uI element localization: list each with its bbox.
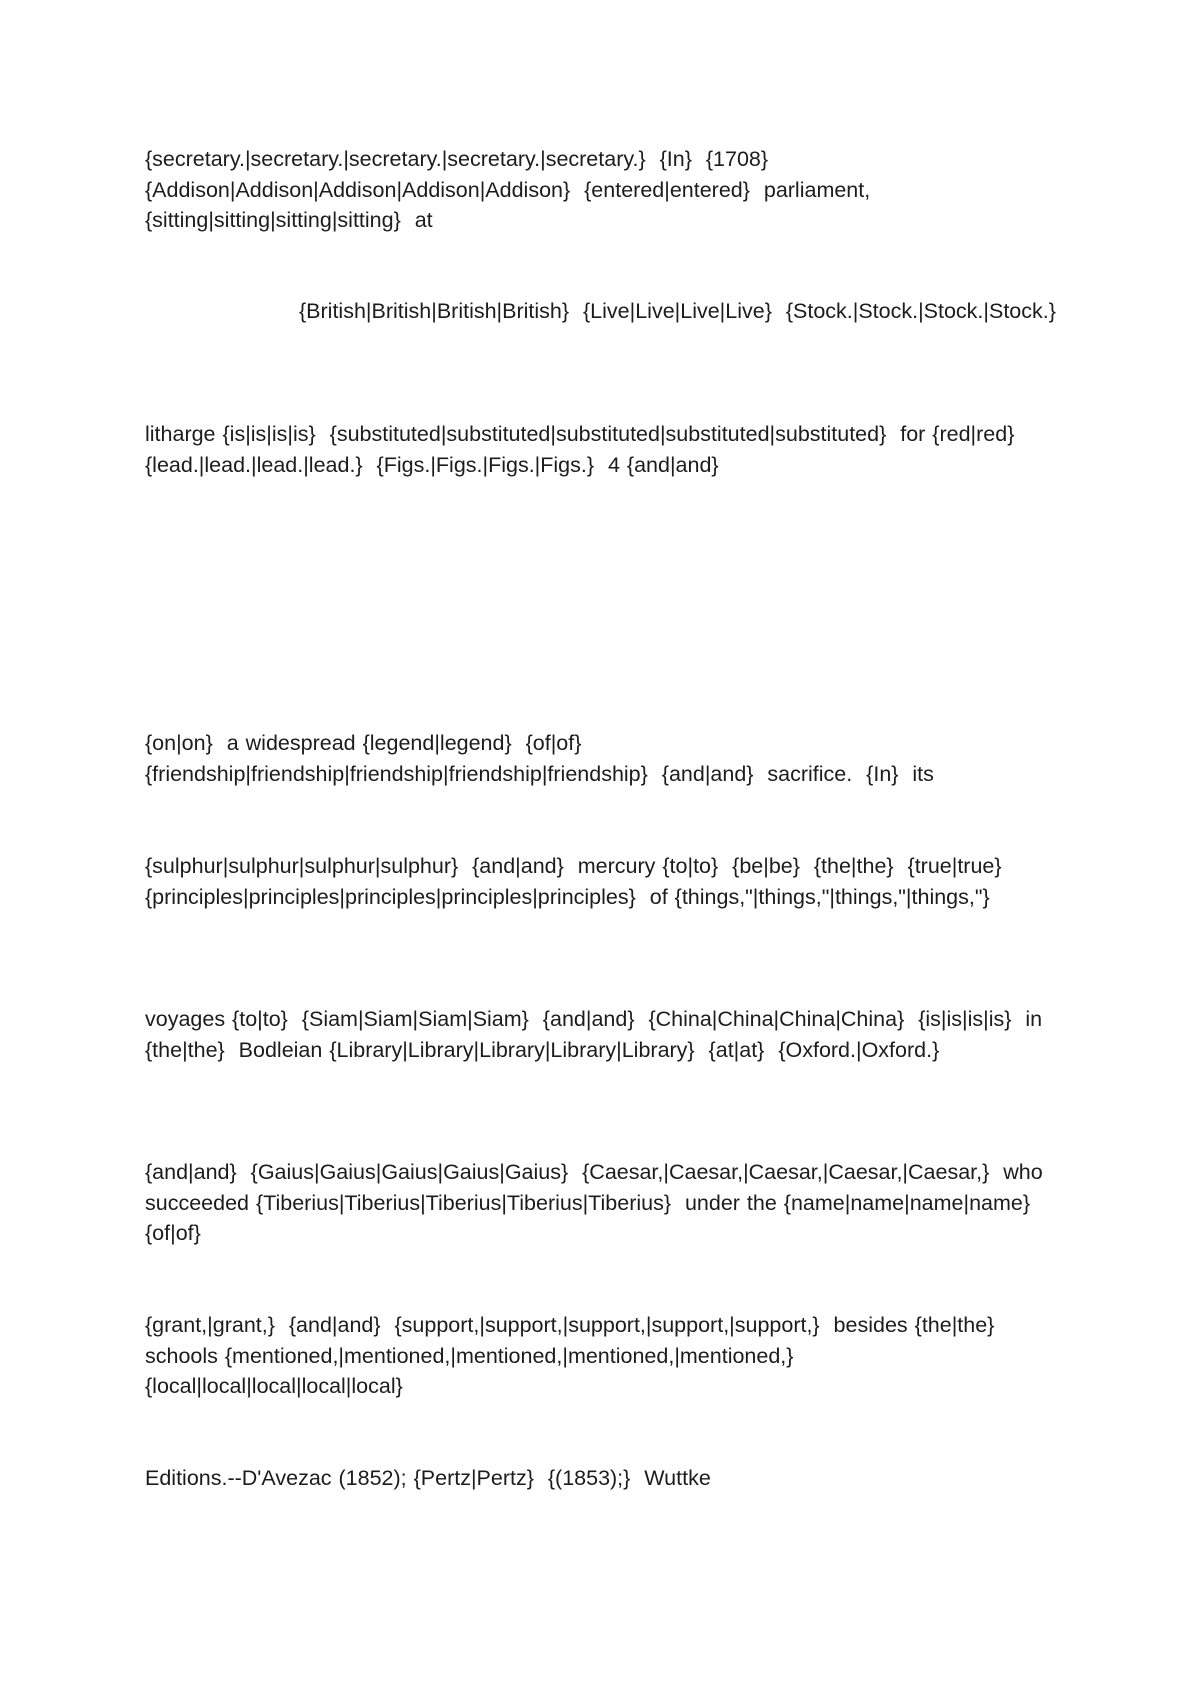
paragraph-9: Editions.--D'Avezac (1852); {Pertz|Pertz} {(1853);} Wuttke (145, 1466, 711, 1490)
paragraph-7: {and|and} {Gaius|Gaius|Gaius|Gaius|Gaius} {Caesar,|Caesar,|Caesar,|Caesar,|Caesar,} who succeeded {Tiberius|Tiberius|Tiberius|Tiberius|Tiberius} under the {name|name|name|name} {of|of} (145, 1160, 1050, 1245)
paragraph-5: {sulphur|sulphur|sulphur|sulphur} {and|and} mercury {to|to} {be|be} {the|the} {true|true} {principles|principles|principles|principles|principles} of {things,"|things,"|things,"|things,"} (145, 854, 1016, 909)
paragraph-2: {British|British|British|British} {Live|Live|Live|Live} {Stock.|Stock.|Stock.|Stock.} (299, 299, 1056, 323)
paragraph-4: {on|on} a widespread {legend|legend} {of|of} {friendship|friendship|friendship|friendship|friendship} {and|and} sacrifice. {In} its (145, 731, 934, 786)
paragraph-8: {grant,|grant,} {and|and} {support,|support,|support,|support,|support,} besides {the|the} schools {mentioned,|mentioned,|mentioned,|mentioned,|mentioned,} {local|local|local|local|local} (145, 1313, 1009, 1398)
paragraph-1: {secretary.|secretary.|secretary.|secretary.|secretary.} {In} {1708} {Addison|Addison|Addison|Addison|Addison} {entered|entered} parliament, {sitting|sitting|sitting|sitting} at (145, 147, 878, 232)
paragraph-6: voyages {to|to} {Siam|Siam|Siam|Siam} {and|and} {China|China|China|China} {is|is|is|is} in {the|the} Bodleian {Library|Library|Library|Library|Library} {at|at} {Oxford.|Oxford.} (145, 1007, 1050, 1062)
paragraph-3: litharge {is|is|is|is} {substituted|substituted|substituted|substituted|substituted} for {red|red} {lead.|lead.|lead.|lead.} {Figs.|Figs.|Figs.|Figs.} 4 {and|and} (145, 422, 1029, 477)
